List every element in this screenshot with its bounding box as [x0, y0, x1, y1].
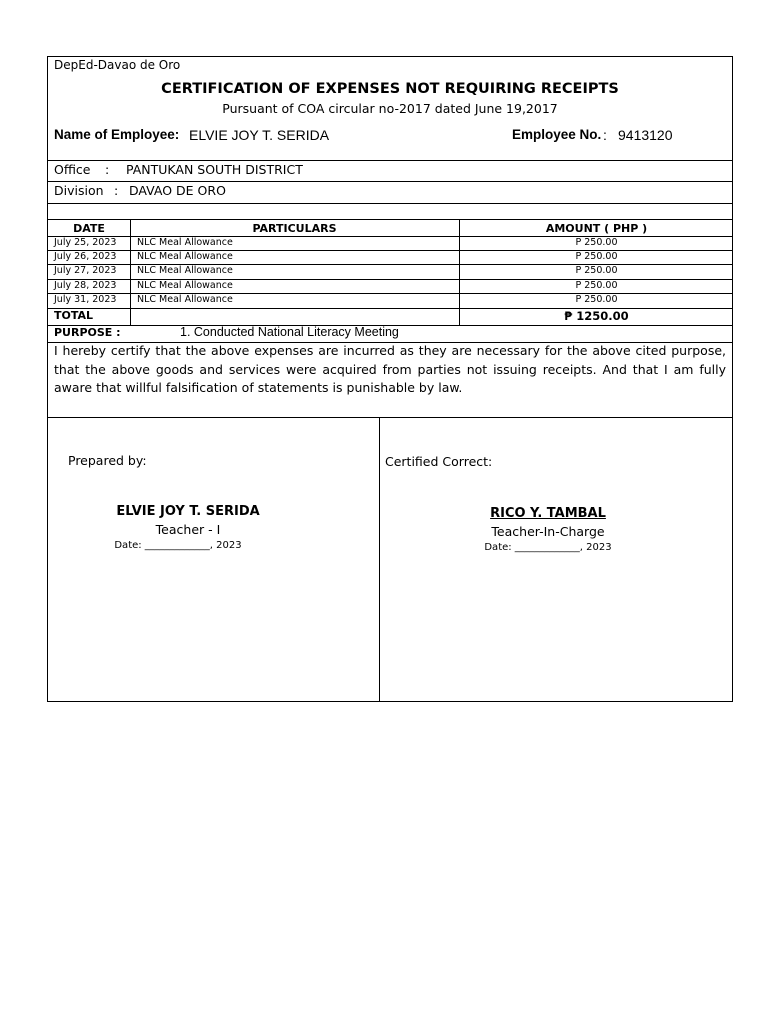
row-particulars: NLC Meal Allowance [137, 294, 233, 305]
row-particulars: NLC Meal Allowance [137, 265, 233, 276]
employee-name-value: ELVIE JOY T. SERIDA [189, 127, 330, 143]
row-amount: P 250.00 [575, 251, 618, 262]
employee-name-label: Name of Employee: [54, 127, 180, 142]
row-particulars: NLC Meal Allowance [137, 237, 233, 248]
purpose-label: PURPOSE : [54, 326, 121, 339]
certification-form [47, 56, 733, 702]
document-title: CERTIFICATION OF EXPENSES NOT REQUIRING RECEIPTS [161, 81, 619, 97]
division-separator: : [114, 183, 119, 198]
row-amount: P 250.00 [575, 294, 618, 305]
divider [48, 203, 732, 204]
row-particulars: NLC Meal Allowance [137, 280, 233, 291]
office-separator: : [105, 162, 110, 177]
certification-statement: I hereby certify that the above expenses are incurred as they are necessary for the above cited purpose, that the above goods and services were acquired from parties not issuing receipts. And that I am fully aware that willful falsification of statements is punishable by law. [54, 343, 726, 395]
row-amount: P 250.00 [575, 280, 618, 291]
row-particulars: NLC Meal Allowance [137, 251, 233, 262]
employee-no-value: 9413120 [618, 127, 673, 143]
column-header-date: DATE [73, 222, 105, 235]
prepared-by-date: Date: _____________, 2023 [114, 540, 242, 551]
division-value: DAVAO DE ORO [129, 183, 226, 198]
prepared-by-position: Teacher - I [155, 522, 221, 537]
certified-by-name: RICO Y. TAMBAL [490, 506, 606, 521]
office-label: Office [54, 162, 91, 177]
organization-label: DepEd-Davao de Oro [54, 58, 181, 72]
column-header-amount: AMOUNT ( PHP ) [545, 222, 648, 235]
office-value: PANTUKAN SOUTH DISTRICT [126, 162, 303, 177]
row-date: July 28, 2023 [54, 280, 117, 291]
purpose-value: 1. Conducted National Literacy Meeting [180, 325, 399, 339]
divider [48, 417, 732, 418]
prepared-by-label: Prepared by: [68, 453, 147, 468]
divider [48, 219, 732, 220]
document-subtitle: Pursuant of COA circular no-2017 dated June 19,2017 [222, 101, 558, 116]
total-value: ₱ 1250.00 [564, 309, 629, 323]
row-date: July 25, 2023 [54, 237, 117, 248]
certified-by-date: Date: _____________, 2023 [484, 542, 612, 553]
division-label: Division [54, 183, 104, 198]
total-label: TOTAL [54, 309, 94, 322]
row-amount: P 250.00 [575, 237, 618, 248]
prepared-by-name: ELVIE JOY T. SERIDA [116, 504, 260, 519]
row-date: July 31, 2023 [54, 294, 117, 305]
row-date: July 27, 2023 [54, 265, 117, 276]
divider [48, 181, 732, 182]
employee-no-label: Employee No. [512, 127, 602, 142]
divider [48, 160, 732, 161]
row-amount: P 250.00 [575, 265, 618, 276]
row-date: July 26, 2023 [54, 251, 117, 262]
column-header-particulars: PARTICULARS [252, 222, 337, 235]
employee-no-separator: : [603, 127, 607, 143]
certified-by-position: Teacher-In-Charge [491, 524, 605, 539]
signature-column-separator [379, 417, 380, 702]
certified-correct-label: Certified Correct: [385, 454, 493, 469]
